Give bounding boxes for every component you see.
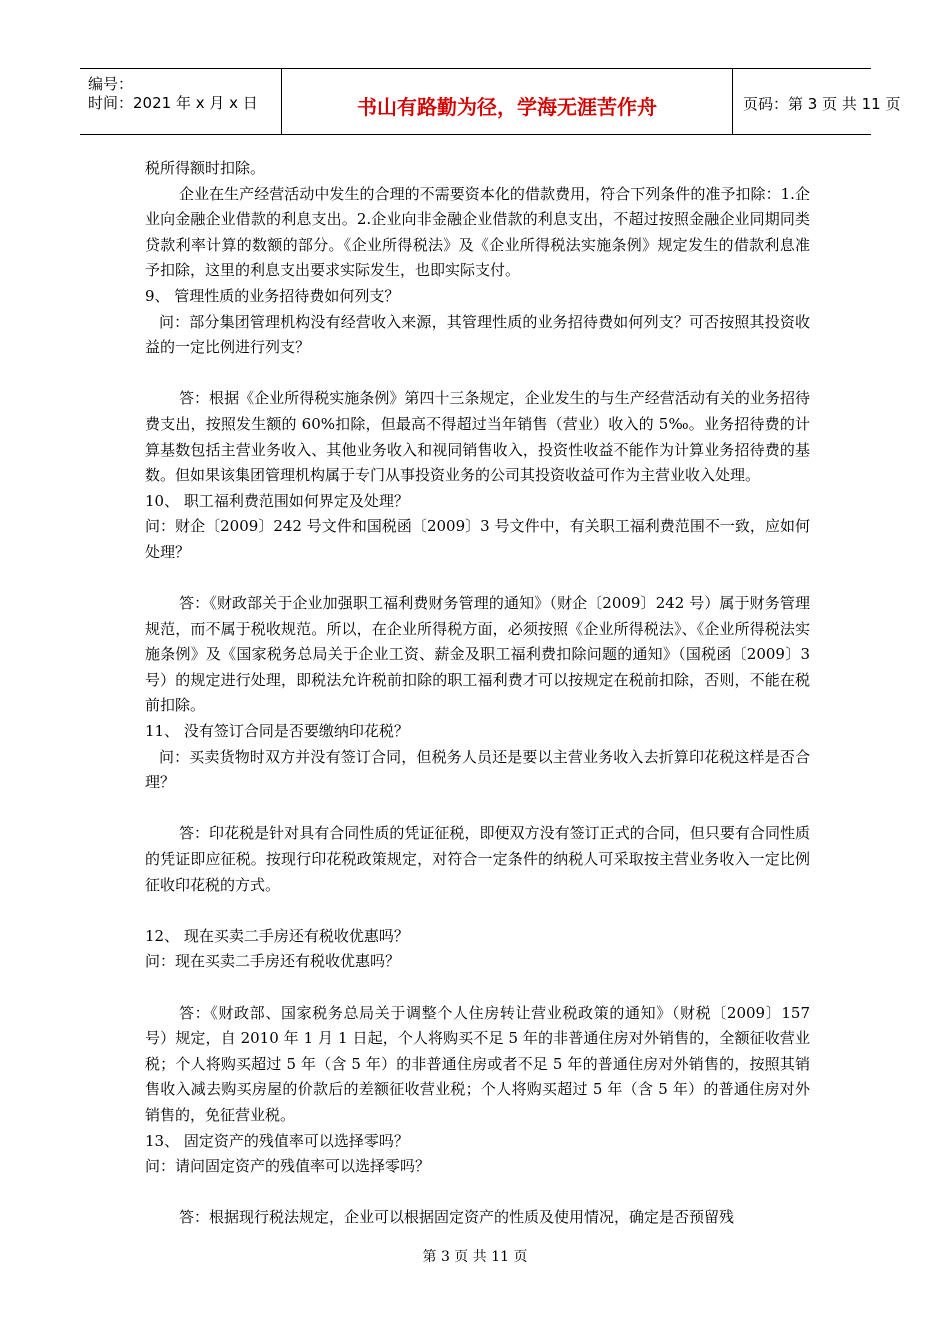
header-motto: 书山有路勤为径，学海无涯苦作舟 [357, 95, 657, 119]
answer-paragraph: 答：《财政部关于企业加强职工福利费财务管理的通知》（财企〔2009〕242 号）属于财务管理规范，而不属于税收规范。所以，在企业所得税方面，必须按照《企业所得税法》、《企业所得税法实施条例》及《国家税务总局关于企业工资、薪金及职工福利费扣除问题的通知》（国税函〔2009〕3 号）的规定进行处理，即税法允许税前扣除的职工福利费才可以按规定在税前扣除，否则，不能在税前扣除。 [145, 594, 810, 715]
section-heading: 13、 固定资产的残值率可以选择零吗？ [145, 1131, 409, 1150]
document-number-label: 编号： [88, 75, 134, 93]
question-paragraph: 问：请问固定资产的残值率可以选择零吗？ [145, 1157, 431, 1176]
header-page-number: 页码：第 3 页 共 11 页 [743, 95, 901, 113]
header-left-cell [80, 69, 282, 135]
document-date-label: 时间：2021 年 x 月 x 日 [88, 94, 258, 112]
question-paragraph: 问：买卖货物时双方并没有签订合同，但税务人员还是要以主营业务收入去折算印花税这样是否合理？ [145, 747, 810, 792]
answer-paragraph: 答：根据《企业所得税实施条例》第四十三条规定，企业发生的与生产经营活动有关的业务招待费支出，按照发生额的 60%扣除，但最高不得超过当年销售（营业）收入的 5‰。业务招待费的计算基数包括主营业务收入、其他业务收入和视同销售收入，投资性收益不能作为计算业务招待费的基数。但如果该集团管理机构属于专门从事投资业务的公司其投资收益可作为主营业收入处理。 [145, 389, 810, 485]
header-right-cell [733, 69, 901, 135]
blank-line [145, 796, 810, 822]
header-middle-cell [282, 69, 733, 135]
blank-line [145, 1180, 810, 1206]
page-header [80, 68, 901, 135]
paragraph: 企业在生产经营活动中发生的合理的不需要资本化的借款费用，符合下列条件的准予扣除：1.企业向金融企业借款的利息支出。2.企业向非金融企业借款的利息支出，不超过按照金融企业同期同类贷款利率计算的数额的部分。《企业所得税法》及《企业所得税法实施条例》规定发生的借款利息准予扣除，这里的利息支出要求实际发生，也即实际支付。 [145, 184, 810, 280]
section-heading: 11、 没有签订合同是否要缴纳印花税？ [145, 722, 409, 741]
answer-paragraph: 答：《财政部、国家税务总局关于调整个人住房转让营业税政策的通知》（财税〔2009〕157 号）规定，自 2010 年 1 月 1 日起，个人将购买不足 5 年的非普通住房对外销售的，全额征收营业税；个人将购买超过 5 年（含 5 年）的非普通住房或者不足 5 年的普通住房对外销售的，按照其销售收入减去购买房屋的价款后的差额征收营业税；个人将购买超过 5 年（含 5 年）的普通住房对外销售的，免征营业税。 [145, 1003, 810, 1124]
blank-line [145, 361, 810, 387]
question-paragraph: 问：财企〔2009〕242 号文件和国税函〔2009〕3 号文件中，有关职工福利费范围不一致，应如何处理？ [145, 517, 810, 561]
answer-paragraph: 答：印花税是针对具有合同性质的凭证征税，即便双方没有签订正式的合同，但只要有合同性质的凭证即应征税。按现行印花税政策规定，对符合一定条件的纳税人可采取按主营业务收入一定比例征收印花税的方式。 [145, 824, 810, 894]
blank-line [145, 898, 810, 924]
section-heading: 12、 现在买卖二手房还有税收优惠吗？ [145, 926, 409, 945]
question-paragraph: 问：部分集团管理机构没有经营收入来源，其管理性质的业务招待费如何列支？可否按照其投资收益的一定比例进行列支？ [145, 312, 810, 357]
section-heading: 10、 职工福利费范围如何界定及处理？ [145, 491, 409, 510]
blank-line [145, 566, 810, 592]
answer-paragraph: 答：根据现行税法规定，企业可以根据固定资产的性质及使用情况，确定是否预留残 [179, 1208, 735, 1227]
blank-line [145, 975, 810, 1001]
paragraph: 税所得额时扣除。 [145, 159, 266, 177]
page-footer: 第 3 页 共 11 页 [422, 1249, 528, 1265]
question-paragraph: 问：现在买卖二手房还有税收优惠吗？ [145, 952, 401, 971]
document-body [145, 156, 810, 1231]
section-heading: 9、 管理性质的业务招待费如何列支？ [145, 286, 400, 305]
